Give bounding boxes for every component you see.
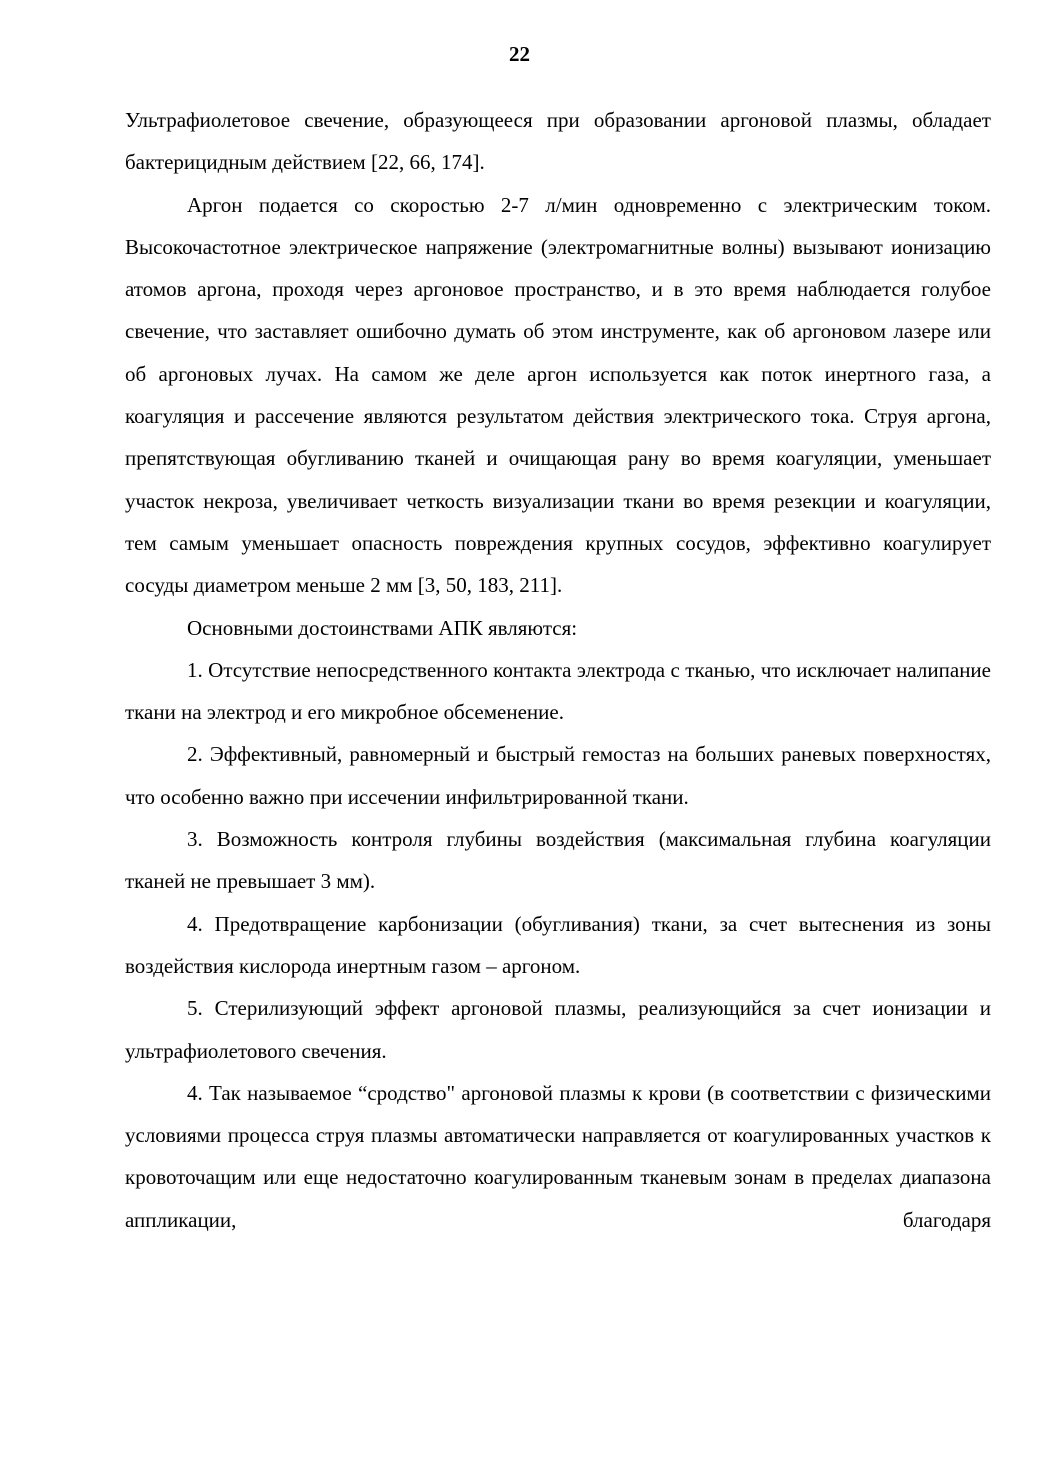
list-item-depth-control: 3. Возможность контроля глубины воздействия (максимальная глубина коагуляции тканей не превышает 3 мм). bbox=[125, 827, 991, 894]
list-item-hemostasis: 2. Эффективный, равномерный и быстрый гемостаз на больших раневых поверхностях, что особенно важно при иссечении инфильтрированной ткани. bbox=[125, 742, 991, 809]
paragraph-uv-bactericidal: Ультрафиолетовое свечение, образующееся при образовании аргоновой плазмы, обладает бактерицидным действием [22, 66, 174]. bbox=[125, 108, 991, 175]
paragraph-argon-flow: Аргон подается со скоростью 2-7 л/мин одновременно с электрическим током. Высокочастотное электрическое напряжение (электромагнитные волны) вызывают ионизацию атомов аргона, проходя через аргоновое пространство, и в это время наблюдается голубое свечение, что заставляет ошибочно думать об этом инструменте, как об аргоновом лазере или об аргоновых лучах. На самом же деле аргон используется как поток инертного газа, а коагуляция и рассечение являются результатом действия электрического тока. Струя аргона, препятствующая обугливанию тканей и очищающая рану во время коагуляции, уменьшает участок некроза, увеличивает четкость визуализации ткани во время резекции и коагуляции, тем самым уменьшает опасность повреждения крупных сосудов, эффективно коагулирует сосуды диаметром меньше 2 мм [3, 50, 183, 211]. bbox=[125, 192, 991, 598]
page-number: 22 bbox=[509, 42, 530, 66]
list-item-sterilizing-effect: 5. Стерилизующий эффект аргоновой плазмы, реализующийся за счет ионизации и ультрафиолетового свечения. bbox=[125, 996, 991, 1063]
paragraph-apc-advantages-intro: Основными достоинствами АПК являются: bbox=[187, 615, 578, 640]
body-text bbox=[125, 99, 991, 1241]
list-item-no-contact: 1. Отсутствие непосредственного контакта электрода с тканью, что исключает налипание ткани на электрод и его микробное обсеменение. bbox=[125, 657, 991, 725]
list-item-carbonization-prevention: 4. Предотвращение карбонизации (обугливания) ткани, за счет вытеснения из зоны воздействия кислорода инертным газом – аргоном. bbox=[125, 911, 991, 978]
list-item-blood-affinity: 4. Так называемое “сродство" аргоновой плазмы к крови (в соответствии с физическими условиями процесса струя плазмы автоматически направляется от коагулированных участков к кровоточащим или еще недостаточно коагулированным тканевым зонам в пределах диапазона аппликации, благодаря bbox=[125, 1080, 991, 1232]
